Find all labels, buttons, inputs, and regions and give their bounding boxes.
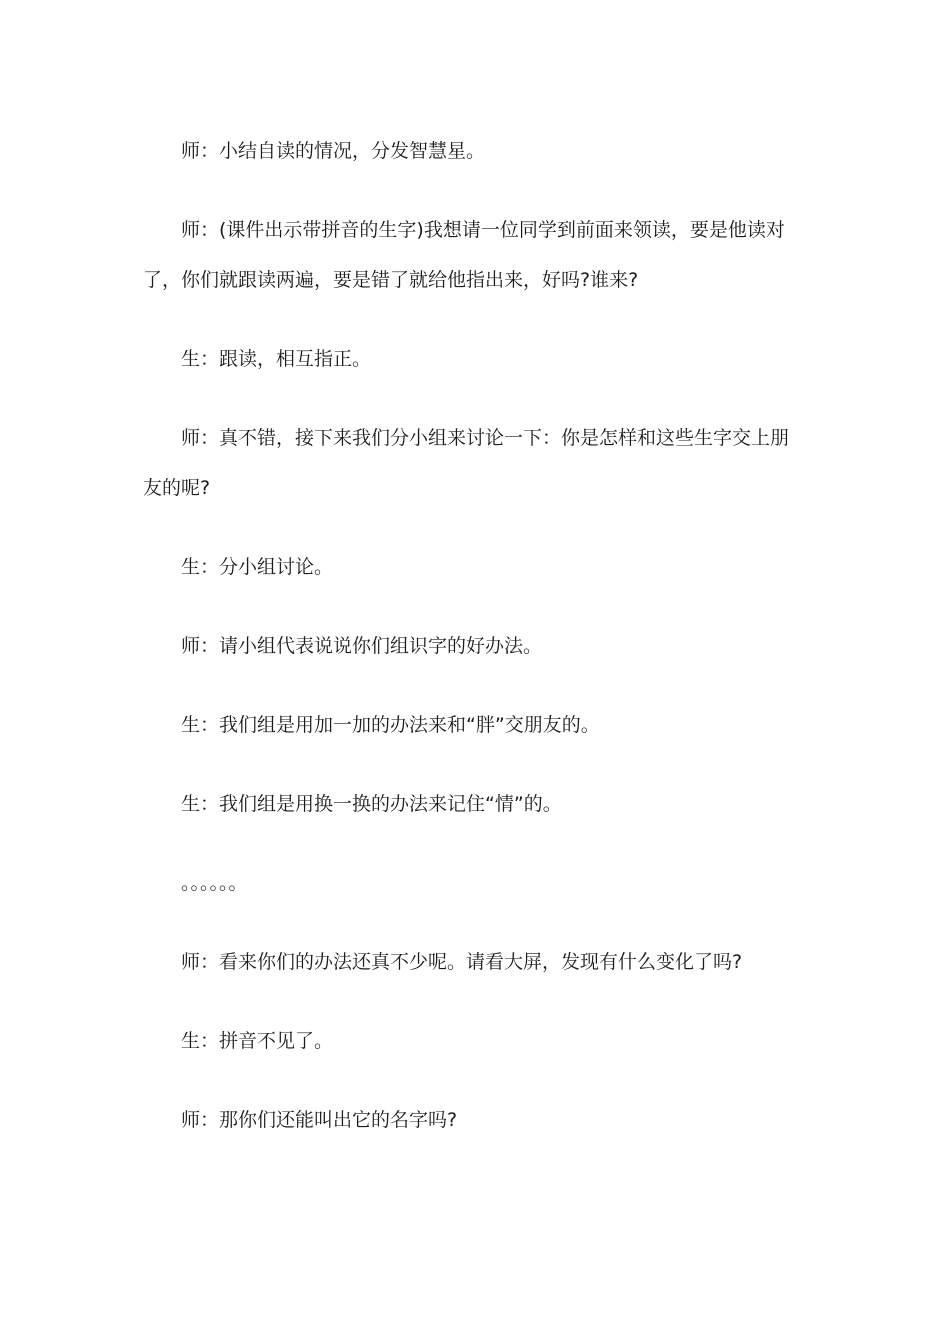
- paragraph: 生：我们组是用换一换的办法来记住“情”的。: [181, 793, 562, 815]
- paragraph: 师：(课件出示带拼音的生字)我想请一位同学到前面来领读，要是他读对了，你们就跟读两遍，要是错了就给他指出来，好吗?谁来?: [143, 219, 785, 291]
- paragraph: 师：小结自读的情况，分发智慧星。: [181, 140, 486, 162]
- paragraph: 师：请小组代表说说你们组识字的好办法。: [181, 635, 543, 657]
- paragraph: 生：我们组是用加一加的办法来和“胖”交朋友的。: [181, 714, 600, 736]
- paragraph: 师：那你们还能叫出它的名字吗?: [181, 1109, 458, 1131]
- paragraph: 生：分小组讨论。: [181, 556, 334, 578]
- paragraph: 师：真不错，接下来我们分小组来讨论一下：你是怎样和这些生字交上朋友的呢?: [143, 427, 790, 499]
- paragraph: 生：拼音不见了。: [181, 1030, 334, 1052]
- paragraph: 生：跟读，相互指正。: [181, 348, 372, 370]
- document-page: [143, 126, 803, 1145]
- paragraph: 师：看来你们的办法还真不少呢。请看大屏，发现有什么变化了吗?: [181, 951, 743, 973]
- ellipsis-paragraph: 。。。。。。: [181, 872, 248, 894]
